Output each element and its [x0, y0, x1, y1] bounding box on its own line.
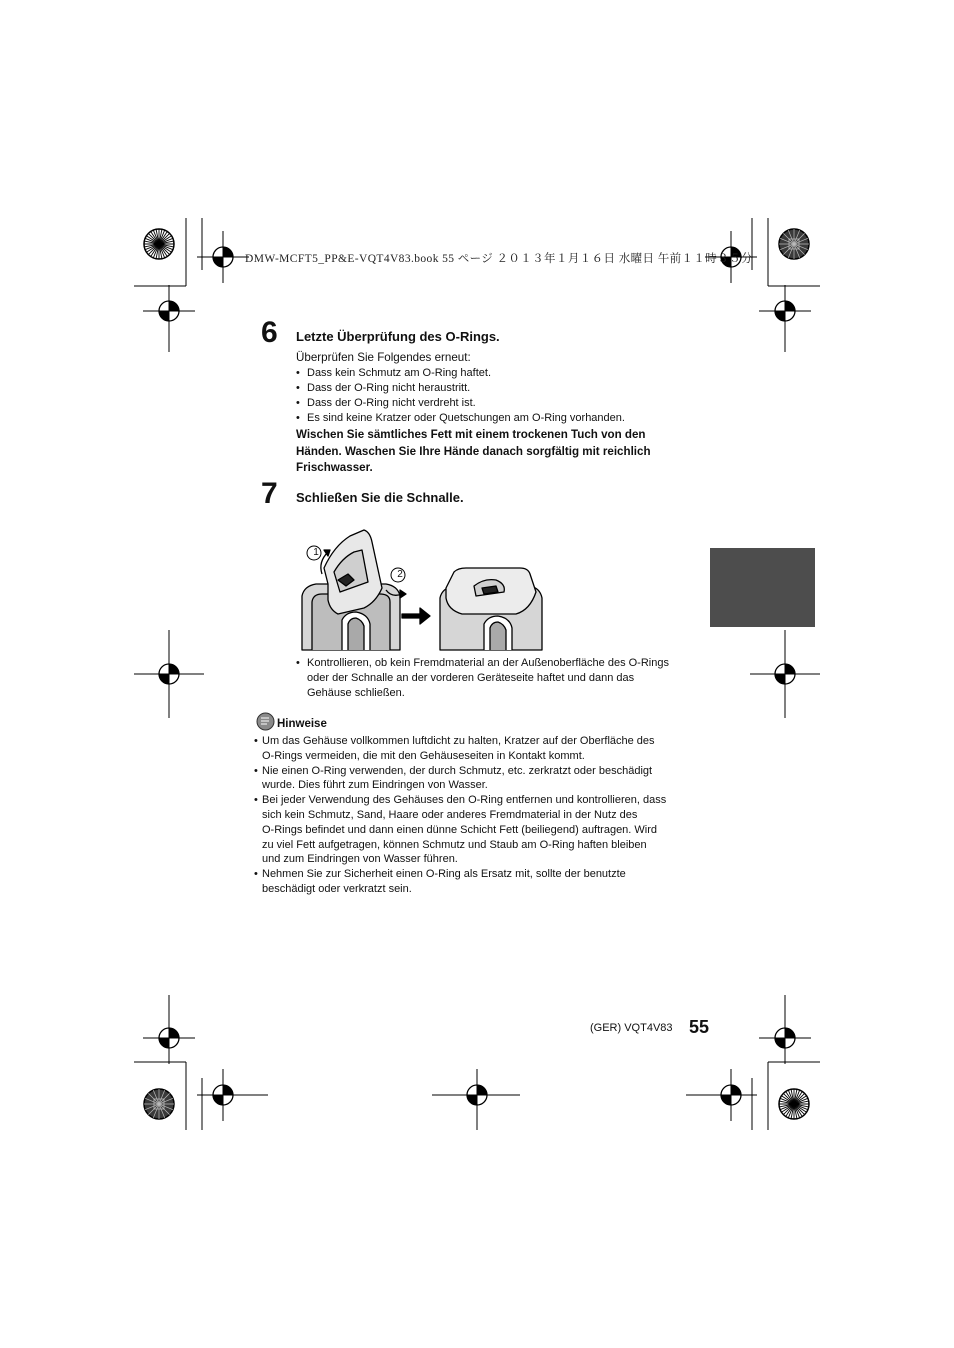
note-line: O-Rings vermeiden, die mit den Gehäuseseiten in Kontakt kommt. — [262, 749, 585, 762]
buckle-illustration — [298, 528, 548, 652]
bullet-line: • Kontrollieren, ob kein Fremdmaterial an der Außenoberfläche des O-Rings — [307, 657, 669, 669]
checklist-item: • Dass kein Schmutz am O-Ring haftet. — [296, 366, 716, 381]
note-line: und zum Eindringen von Wasser führen. — [262, 853, 458, 866]
figure-label-1: 1 — [313, 547, 319, 558]
section-tab — [710, 548, 815, 627]
step-6-checklist — [296, 366, 716, 426]
note-line: wurde. Dies führt zum Eindringen von Wasser. — [262, 779, 488, 792]
step-number-7: 7 — [261, 477, 278, 510]
note-item — [254, 793, 714, 867]
page-number: 55 — [689, 1017, 710, 1037]
bullet-item — [296, 656, 716, 701]
step-6-intro: Überprüfen Sie Folgendes erneut: — [296, 351, 471, 364]
warning-line: Frischwasser. — [296, 461, 373, 474]
step-6-warning — [296, 427, 716, 477]
checklist-item: • Dass der O-Ring nicht heraustritt. — [296, 381, 716, 396]
note-item — [254, 867, 714, 897]
note-line: sich kein Schmutz, Sand, Haare oder anderes Fremdmaterial in der Nutz des — [262, 808, 638, 821]
note-line: zu viel Fett aufgetragen, können Schmutz und Staub am O-Ring haften bleiben — [262, 838, 647, 851]
note-icon — [256, 712, 275, 731]
note-line: • Nie einen O-Ring verwenden, der durch Schmutz, etc. zerkratzt oder beschädigt — [262, 764, 653, 777]
note-item — [254, 764, 714, 794]
step-number-6: 6 — [261, 316, 278, 349]
bullet-line: oder der Schnalle an der vorderen Geräteseite haftet und dann das — [307, 672, 635, 684]
figure-label-2: 2 — [397, 569, 403, 580]
step-6-title: Letzte Überprüfung des O-Rings. — [296, 329, 500, 344]
notes-list — [254, 734, 714, 897]
note-line: • Nehmen Sie zur Sicherheit einen O-Ring als Ersatz mit, sollte der benutzte — [262, 868, 626, 881]
step-7-bullet — [296, 656, 716, 701]
bullet-line: Gehäuse schließen. — [307, 687, 405, 699]
warning-line: Händen. Waschen Sie Ihre Hände danach sorgfältig mit reichlich — [296, 444, 651, 458]
note-line: • Um das Gehäuse vollkommen luftdicht zu halten, Kratzer auf der Oberfläche des — [262, 735, 655, 747]
note-line: beschädigt oder verkratzt sein. — [262, 882, 412, 895]
checklist-item: • Dass der O-Ring nicht verdreht ist. — [296, 396, 716, 411]
checklist-item: • Es sind keine Kratzer oder Quetschungen am O-Ring vorhanden. — [296, 411, 716, 426]
step-7-title: Schließen Sie die Schnalle. — [296, 490, 464, 505]
file-header-line: DMW-MCFT5_PP&E-VQT4V83.book 55 ページ ２０１３年１月１６日 水曜日 午前１１時３５分 — [245, 253, 753, 265]
warning-line: Wischen Sie sämtliches Fett mit einem trockenen Tuch von den — [296, 428, 646, 441]
note-line: • Bei jeder Verwendung des Gehäuses den O-Ring entfernen und kontrollieren, dass — [262, 794, 667, 807]
note-item — [254, 734, 714, 764]
footer-code: (GER) VQT4V83 — [590, 1022, 673, 1034]
notes-title: Hinweise — [277, 718, 327, 730]
note-line: O-Rings befindet und dann einen dünne Schicht Fett (beiliegend) auftragen. Wird — [262, 823, 658, 836]
